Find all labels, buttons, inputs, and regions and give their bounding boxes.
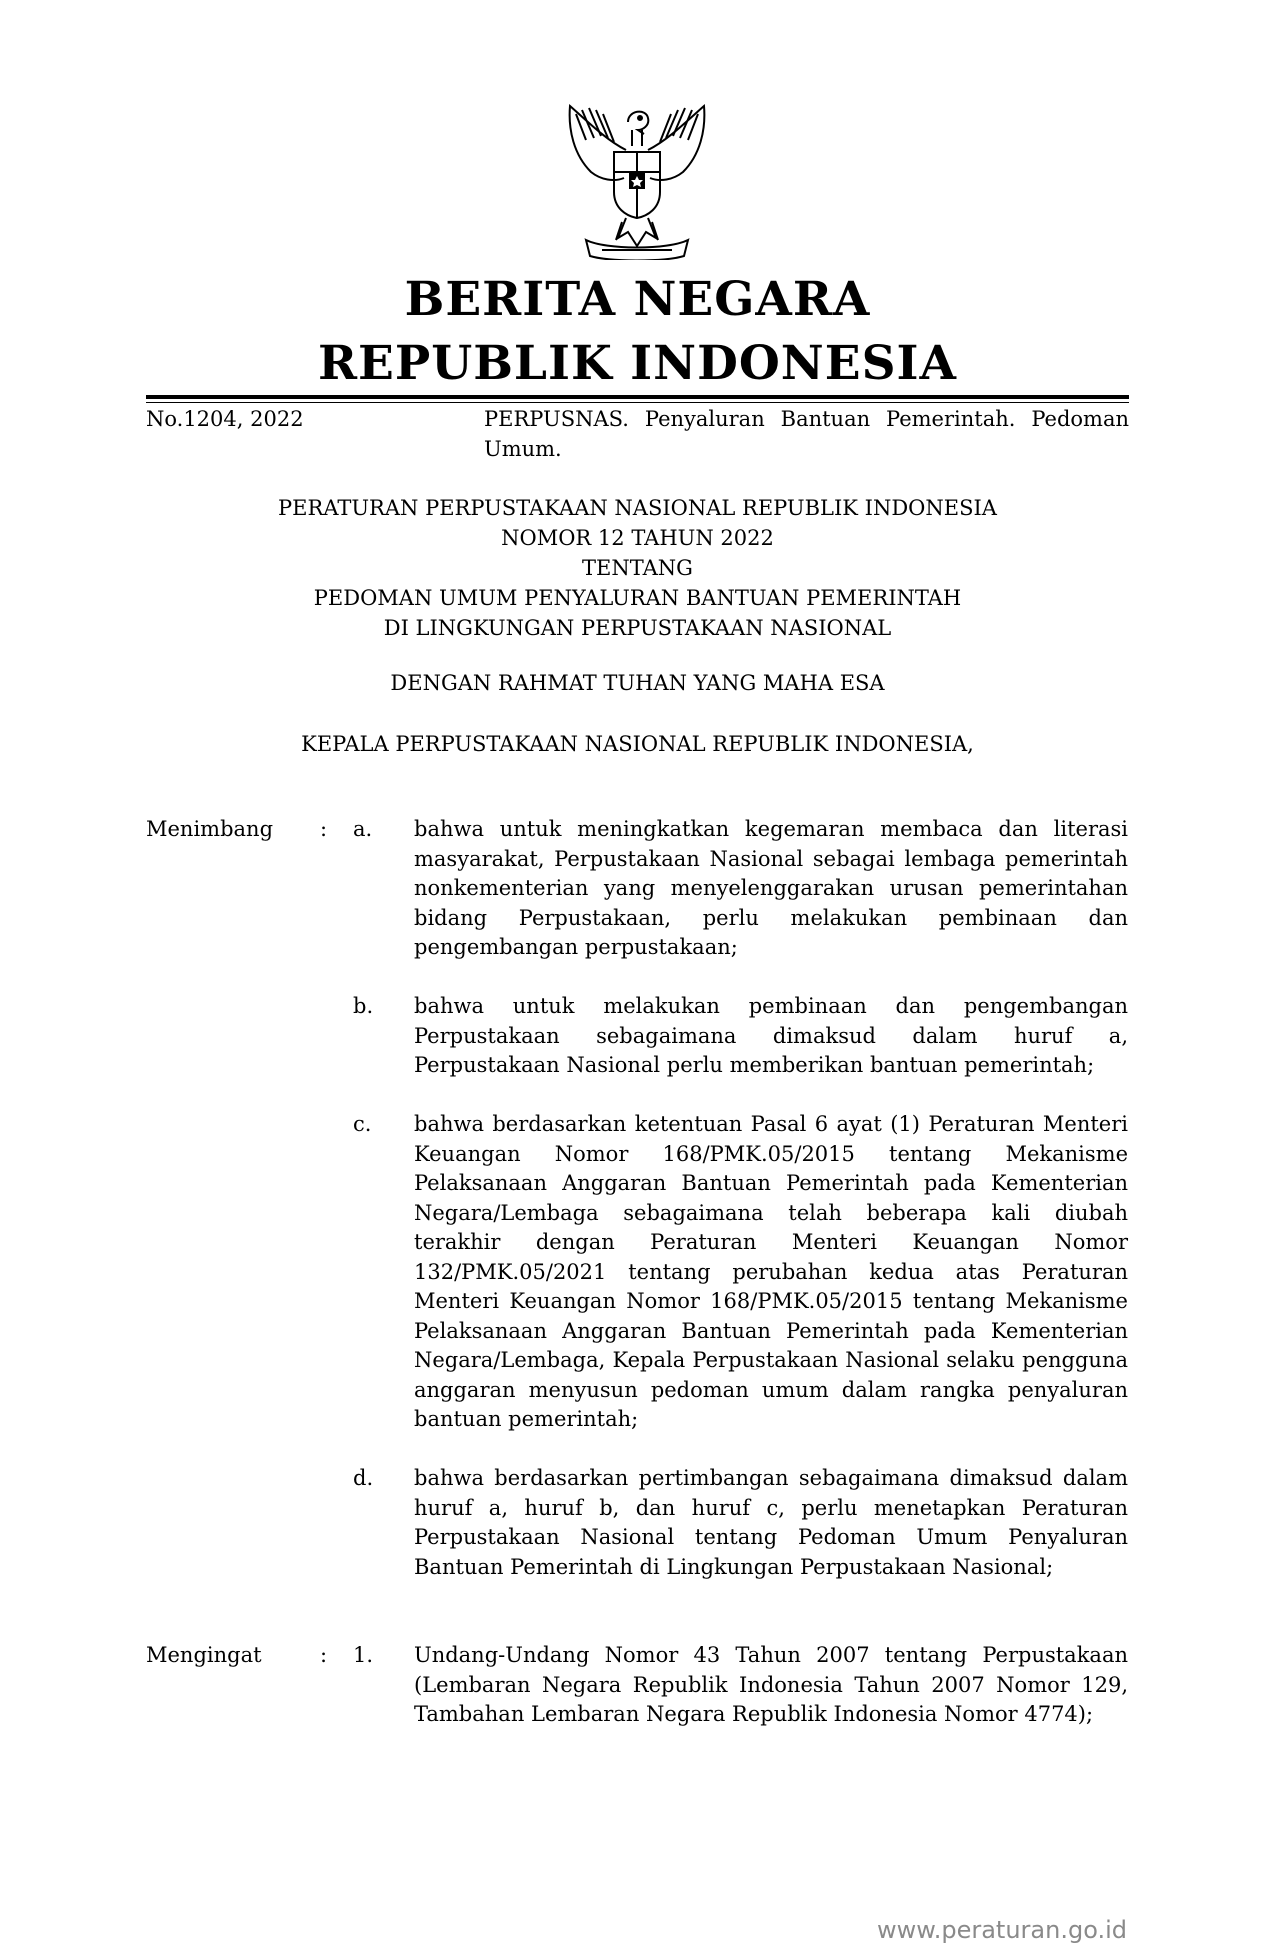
invocation: DENGAN RAHMAT TUHAN YANG MAHA ESA (390, 671, 885, 695)
title-line: PEDOMAN UMUM PENYALURAN BANTUAN PEMERINTAH (313, 586, 962, 610)
mengingat-item: Undang-Undang Nomor 43 Tahun 2007 tentang Perpustakaan (Lembaran Negara Republik Indonesia Tahun 2007 Nomor 129, Tambahan Lembaran Negara Republik Indonesia Nomor 4774); (414, 1643, 1128, 1726)
menimbang-marker: d. (353, 1466, 374, 1490)
footer-url[interactable]: www.peraturan.go.id (877, 1916, 1127, 1944)
menimbang-marker: b. (353, 994, 374, 1018)
title-line: PERATURAN PERPUSTAKAAN NASIONAL REPUBLIK INDONESIA (278, 496, 997, 520)
menimbang-item: bahwa untuk melakukan pembinaan dan pengembangan Perpustakaan sebagaimana dimaksud dalam huruf a, Perpustakaan Nasional perlu memberikan bantuan pemerintah; (414, 994, 1128, 1077)
gazette-number: No.1204, 2022 (146, 407, 304, 431)
menimbang-item: bahwa untuk meningkatkan kegemaran membaca dan literasi masyarakat, Perpustakaan Nasional sebagai lembaga pemerintah nonkementerian yang menyelenggarakan urusan pemerintahan bidang Perpustakaan, perlu melakukan pembinaan dan pengembangan perpustakaan; (414, 817, 1128, 959)
menimbang-colon: : (320, 817, 328, 841)
title-line: TENTANG (582, 556, 693, 580)
menimbang-item: bahwa berdasarkan ketentuan Pasal 6 ayat (1) Peraturan Menteri Keuangan Nomor 168/PMK.05/2015 tentang Mekanisme Pelaksanaan Anggaran Bantuan Pemerintah pada Kementerian Negara/Lembaga sebagaimana telah beberapa kali diubah terakhir dengan Peraturan Menteri Keuangan Nomor 132/PMK.05/2021 tentang perubahan kedua atas Peraturan Menteri Keuangan Nomor 168/PMK.05/2015 tentang Mekanisme Pelaksanaan Anggaran Bantuan Pemerintah pada Kementerian Negara/Lembaga, Kepala Perpustakaan Nasional selaku pengguna anggaran menyusun pedoman umum dalam rangka penyaluran bantuan pemerintah; (414, 1112, 1128, 1431)
menimbang-marker: a. (353, 817, 373, 841)
menimbang-marker: c. (353, 1112, 372, 1136)
menimbang-item: bahwa berdasarkan pertimbangan sebagaimana dimaksud dalam huruf a, huruf b, dan huruf c, perlu menetapkan Peraturan Perpustakaan Nasional tentang Pedoman Umum Penyaluran Bantuan Pemerintah di Lingkungan Perpustakaan Nasional; (414, 1466, 1128, 1579)
garuda-pancasila-emblem-icon (556, 100, 718, 260)
gazette-subject: PERPUSNAS. Penyaluran Bantuan Pemerintah. Pedoman Umum. (484, 407, 1129, 461)
mengingat-marker: 1. (353, 1643, 374, 1667)
title-line: DI LINGKUNGAN PERPUSTAKAAN NASIONAL (383, 616, 892, 640)
header-rule-thin (146, 402, 1129, 403)
menimbang-label: Menimbang (146, 817, 274, 841)
masthead-subtitle: REPUBLIK INDONESIA (317, 336, 957, 391)
masthead-title: BERITA NEGARA (404, 272, 871, 327)
title-line: NOMOR 12 TAHUN 2022 (501, 526, 774, 550)
header-rule-thick (146, 395, 1129, 399)
regulation-title (0, 493, 1275, 643)
issuer: KEPALA PERPUSTAKAAN NASIONAL REPUBLIK INDONESIA, (301, 732, 974, 756)
mengingat-label: Mengingat (146, 1643, 262, 1667)
mengingat-colon: : (320, 1643, 328, 1667)
